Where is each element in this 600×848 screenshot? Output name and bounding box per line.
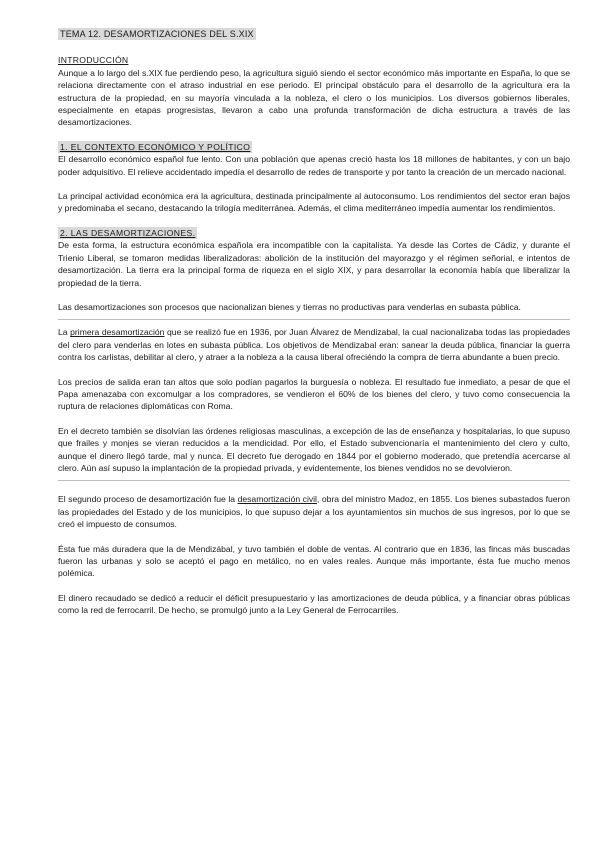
section-2-paragraph-1: De esta forma, la estructura económica española era incompatible con la capitalista. Ya desde las Cortes de Cádiz, y durante el Trienio Liberal, se tomaron medidas liberalizadoras: abolición de la institución del mayorazgo y el régimen señorial, e intentos de desamortización. La tierra era la principal forma de riqueza en el siglo XIX, y para desarrollar la economía había que liberalizar la propiedad de la tierra. <box>58 240 570 288</box>
paragraph-decreto: En el decreto también se disolvían las órdenes religiosas masculinas, a excepción de las de enseñanza y hospitalarias, lo que supuso que frailes y monjes se vieran reducidos a la mendicidad. Por ello, el Estado subvencionaría el mantenimiento del clero y culto, aunque el dinero llegó tarde, mal y nunca. El decreto fue derogado en 1844 por el gobierno moderado, que pretendía acercarse al clero. Aún así supuso la implantación de la propiedad privada, y evidentemente, los bienes vendidos no se devolvieron. <box>58 425 570 473</box>
text-segment: que se realizó fue en 1936, por Juan Álvarez de Mendizabal, la cual nacionalizaba todas las propiedades del clero para venderlas en lotes en subasta pública. Los objetivos de Mendizabal eran: sanear la deuda pública, financiar la guerra contra los carlistas, debilitar al clero, y atraer a la nobleza a la causa liberal ofreciéndo la compra de tierra abundante a buen precio. <box>58 327 570 363</box>
divider <box>58 319 570 320</box>
paragraph-primera-desamortizacion <box>58 326 570 363</box>
desamortizacion-civil-term: desamortización civil <box>237 494 317 505</box>
paragraph-segundo-proceso <box>58 493 570 530</box>
document-page <box>58 28 570 617</box>
section-1-paragraph-1: El desarrollo económico español fue lento. Con una población que apenas creció hasta los 18 millones de habitantes, y con un bajo poder adquisitivo. El relieve accidentado impedía el desarrollo de redes de transporte y por tanto la creación de un mercado nacional. <box>58 154 570 177</box>
paragraph-dinero: El dinero recaudado se dedicó a reducir el déficit presupuestario y las amortizaciones de deuda pública, y a financiar obras públicas como la red de ferrocarril. De hecho, se promulgó junto a la Ley General de Ferrocarriles. <box>58 592 570 616</box>
section-2-paragraph-2: Las desamortizaciones son procesos que nacionalizan bienes y tierras no productivas para venderlas en subasta pública. <box>58 301 521 312</box>
divider <box>58 480 570 481</box>
document-title: TEMA 12. DESAMORTIZACIONES DEL S.XIX <box>60 29 254 39</box>
section-2-heading: 2. LAS DESAMORTIZACIONES. <box>60 227 196 238</box>
text-segment: El segundo proceso de desamortización fue la <box>58 494 238 505</box>
paragraph-duradera: Ésta fue más duradera que la de Mendizábal, y tuvo también el doble de ventas. Al contrario que en 1836, las fincas más buscadas fueron las urbanas y solo se aceptó el pago en metálico, no en vales reales. Aunque más importante, ésta fue mucho menos polémica. <box>58 543 570 579</box>
intro-heading: INTRODUCCIÓN <box>58 55 129 66</box>
paragraph-precios: Los precios de salida eran tan altos que solo podían pagarlos la burguesía o nobleza. El resultado fue inmediato, a pesar de que el Papa amenazaba con excomulgar a los compradores, se vendieron el 60% de los bienes del clero, y tuvo como consecuencia la ruptura de relaciones diplomáticas con Roma. <box>58 376 570 412</box>
section-1-heading: 1. EL CONTEXTO ECONÓMICO Y POLÍTICO <box>60 141 251 152</box>
primera-desamortizacion-term: primera desamortización <box>70 327 165 338</box>
intro-paragraph: Aunque a lo largo del s.XIX fue perdiendo peso, la agricultura siguió siendo el sector económico más importante en España, lo que se relaciona directamente con el atraso industrial en ese periodo. El principal obstáculo para el desarrollo de la agricultura era la estructura de la propiedad, en su mayoría vinculada a la nobleza, el clero o los municipios. Los diversos gobiernos liberales, especialmente en etapas progresistas, llevaron a cabo una profunda transformación de dicha estructura a través de las desamortizaciones. <box>58 67 570 128</box>
text-segment: La <box>58 327 71 338</box>
section-1-paragraph-2: La principal actividad económica era la agricultura, destinada principalmente al autoconsumo. Los rendimientos del sector eran bajos y predominaba el secano, destacando la trilogía mediterránea. Además, el clima mediterráneo impedía aumentar los rendimientos. <box>58 191 570 214</box>
text-segment: , obra del ministro Madoz, en 1855. Los bienes subastados fueron las propiedades del Estado y de los municipios, lo que supuso dejar a los ayuntamientos sin muchos de sus ingresos, por lo que se creó el impuesto de consumos. <box>58 494 571 530</box>
